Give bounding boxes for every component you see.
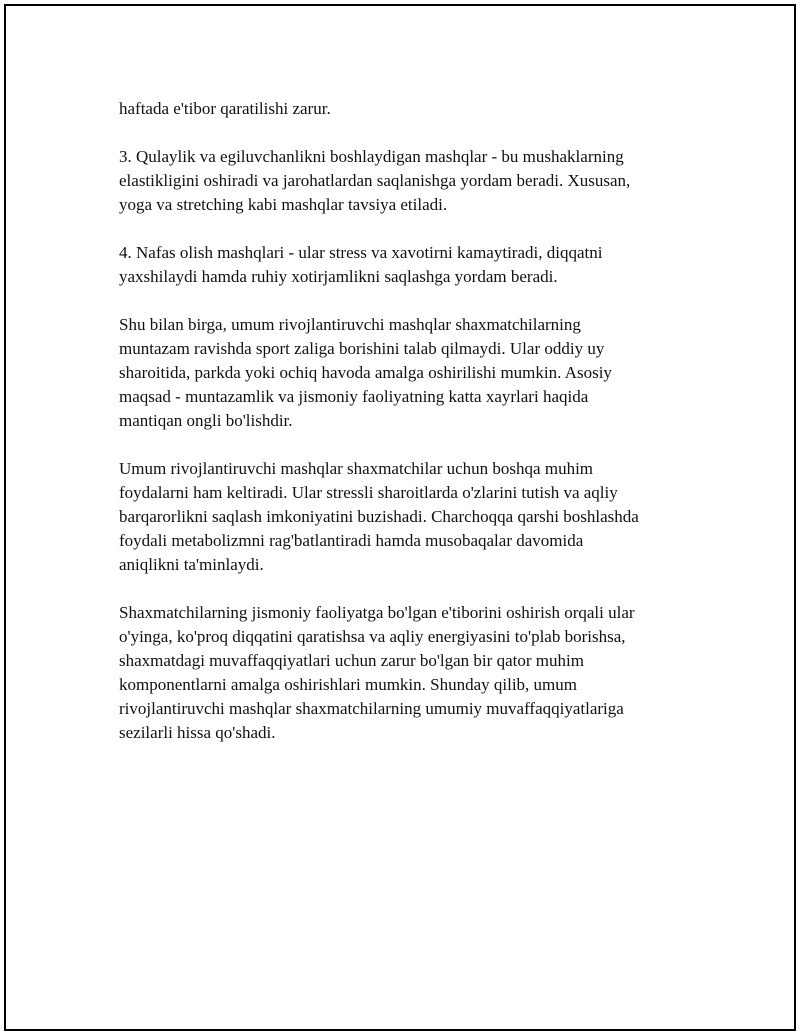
paragraph-intro-tail: haftada e'tibor qaratilishi zarur. bbox=[119, 99, 331, 118]
paragraph-flexibility-exercises: 3. Qulaylik va egiluvchanlikni boshlaydigan mashqlar - bu mushaklarning elastikligini oshiradi va jarohatlardan saqlanishga yordam beradi. Xususan, yoga va stretching kabi mashqlar tavsiya etiladi. bbox=[119, 147, 631, 214]
paragraph-benefits: Umum rivojlantiruvchi mashqlar shaxmatchilar uchun boshqa muhim foydalarni ham keltiradi. Ular stressli sharoitlarda o'zlarini tutish va aqliy barqarorlikni saqlash imkoniyatini buzishadi. Charchoqqa qarshi boshlashda foydali metabolizmni rag'batlantiradi hamda musobaqalar davomida aniqlikni ta'minlaydi. bbox=[119, 459, 639, 574]
paragraph-conclusion: Shaxmatchilarning jismoniy faoliyatga bo'lgan e'tiborini oshirish orqali ular o'yinga, ko'proq diqqatini qaratishsa va aqliy energiyasini to'plab borishsa, shaxmatdagi muvaffaqqiyatlari uchun zarur bo'lgan bir qator muhim komponentlarni amalga oshirishlari mumkin. Shunday qilib, umum rivojlantiruvchi mashqlar shaxmatchilarning umumiy muvaffaqqiyatlariga sezilarli hissa qo'shadi. bbox=[119, 603, 635, 742]
document-page bbox=[4, 4, 796, 1031]
paragraph-breathing-exercises: 4. Nafas olish mashqlari - ular stress va xavotirni kamaytiradi, diqqatni yaxshilaydi hamda ruhiy xotirjamlikni saqlashga yordam beradi. bbox=[119, 243, 603, 286]
paragraph-regularity: Shu bilan birga, umum rivojlantiruvchi mashqlar shaxmatchilarning muntazam ravishda sport zaliga borishini talab qilmaydi. Ular oddiy uy sharoitida, parkda yoki ochiq havoda amalga oshirilishi mumkin. Asosiy maqsad - muntazamlik va jismoniy faoliyatning katta xayrlari haqida mantiqan ongli bo'lishdir. bbox=[119, 315, 612, 430]
document-body bbox=[119, 97, 699, 745]
